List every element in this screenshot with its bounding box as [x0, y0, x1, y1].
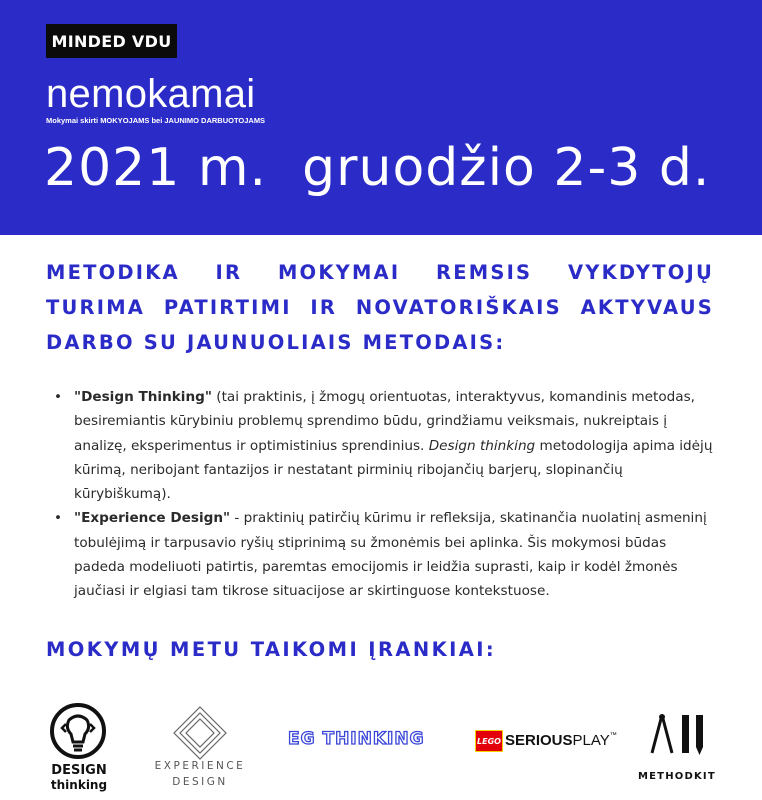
trademark: ™	[609, 732, 617, 739]
serious-play-rest: PLAY	[572, 732, 610, 749]
experience-design-line1: EXPERIENCE	[154, 760, 246, 772]
experience-design-label	[140, 758, 260, 790]
experience-design-line2: DESIGN	[172, 776, 228, 788]
bullet-icon: •	[54, 389, 63, 405]
list-item	[52, 506, 716, 603]
method-text: metodologija apima idėjų kūrimą, neribojant fantazijos ir nestatant pirminių ribojančių barjerų, slopinančių kūrybiškumą).	[74, 437, 713, 503]
tools-heading: MOKYMŲ METU TAIKOMI ĮRANKIAI:	[46, 638, 497, 661]
methodkit-label: METHODKIT	[638, 771, 716, 782]
tool-logos	[0, 685, 762, 800]
method-title: "Experience Design"	[74, 510, 231, 527]
brand-logo: MINDED VDU	[46, 24, 177, 58]
methodology-heading: METODIKA IR MOKYMAI REMSIS VYKDYTOJŲ TURIMA PATIRTIMI IR NOVATORIŠKAIS AKTYVAUS DARBO SU JAUNUOLIAIS METODAIS:	[46, 261, 714, 354]
method-italic: Design thinking	[428, 437, 536, 454]
method-title: "Design Thinking"	[74, 389, 212, 405]
list-item	[52, 385, 716, 506]
design-thinking-logo-icon	[49, 702, 107, 760]
event-date: 2021 m. gruodžio 2-3 d.	[44, 138, 711, 198]
methodkit-tools-icon	[648, 713, 710, 757]
header-banner	[0, 0, 762, 235]
method-text: - praktinių patirčių kūrimu ir refleksija, skatinančia nuolatinį asmeninį tobulėjimą ir tarpusavio ryšių stiprinimą su žmonėmis bei aplinka. Šis mokymosi būdas padeda modeliuoti patirtis, paremtas emocijomis ir leidžia suprasti, kaip ir kodėl žmonės jaučiasi ir elgiasi tam tikrose situacijose ar skirtinguose kontekstuose.	[74, 510, 707, 600]
lego-badge-icon: LEGO	[475, 730, 503, 752]
design-thinking-line2: thinking	[50, 778, 108, 792]
design-thinking-label	[44, 764, 114, 792]
serious-play-logo	[505, 732, 617, 749]
eg-thinking-logo: EG THINKING	[288, 729, 425, 749]
audience-subline: Mokymai skirti MOKYOJAMS bei JAUNIMO DARBUOTOJAMS	[46, 116, 266, 125]
design-thinking-line1: DESIGN	[51, 763, 107, 778]
methods-list	[52, 385, 716, 604]
method-text: (tai praktinis, į žmogų orientuotas, interaktyvus, komandinis metodas, besiremiantis kūrybiniu problemų sprendimo būdu, grindžiamu veiksmais, nukreiptais į analizę, eksperimentus ir optimistinius sprendinius.	[74, 389, 696, 454]
bullet-icon: •	[54, 510, 63, 527]
headline-free: nemokamai	[46, 72, 256, 116]
experience-design-diamond-icon	[172, 705, 228, 761]
serious-play-bold: SERIOUS	[505, 732, 573, 749]
